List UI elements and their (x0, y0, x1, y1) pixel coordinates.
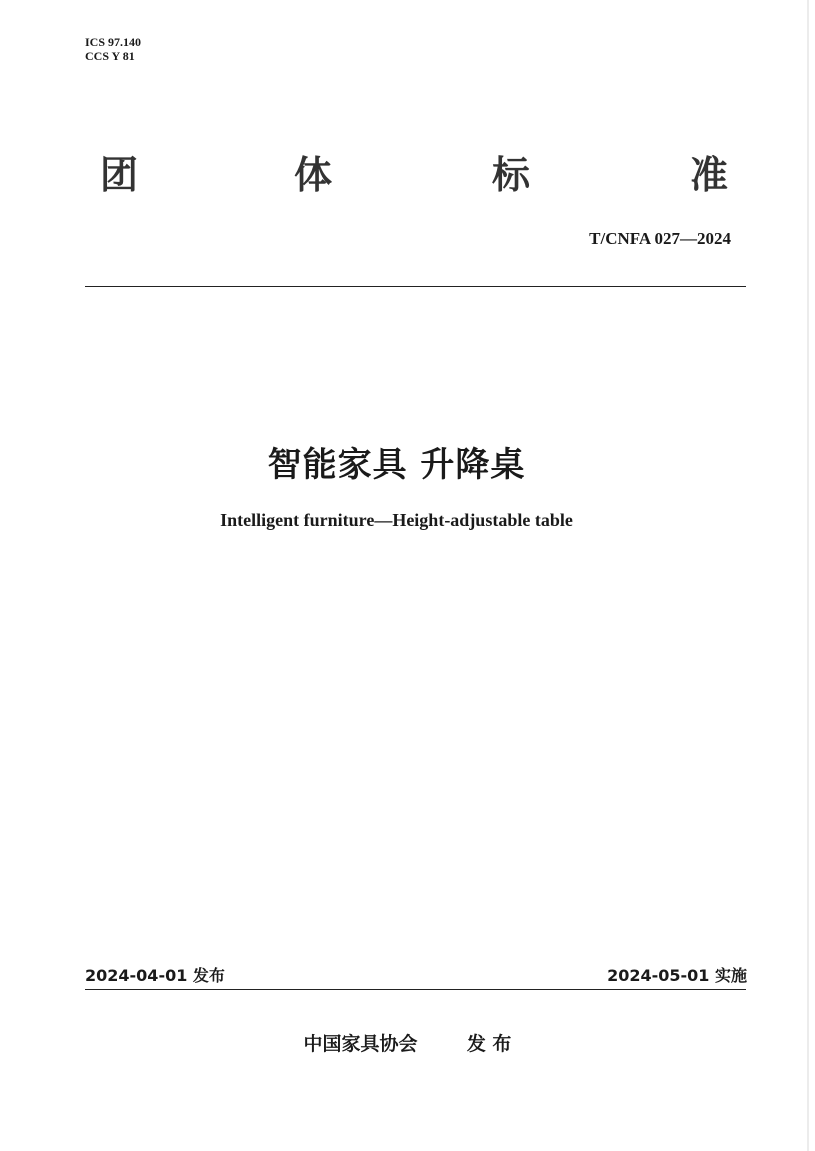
footer-rule (85, 989, 746, 990)
title-chinese: 智能家具 升降桌 (267, 445, 526, 485)
heading-char-1: 团 (100, 153, 139, 197)
title-english: Intelligent furniture—Height-adjustable table (220, 510, 573, 530)
ics-code: ICS 97.140 (85, 35, 142, 49)
publisher-line (0, 1029, 815, 1056)
document-type-heading (96, 150, 736, 200)
issue-date: 2024-04-01 发布 (85, 966, 225, 985)
ccs-code: CCS Y 81 (85, 49, 135, 63)
heading-char-2: 体 (294, 153, 333, 197)
heading-char-4: 准 (690, 153, 729, 197)
classification-codes (85, 35, 141, 63)
standard-number: T/CNFA 027—2024 (589, 229, 731, 248)
publish-label: 发 布 (466, 1033, 512, 1055)
implementation-date: 2024-05-01 实施 (607, 966, 747, 985)
heading-char-3: 标 (492, 153, 531, 197)
publisher-name: 中国家具协会 (303, 1033, 418, 1055)
header-rule (85, 286, 746, 287)
page-edge-shadow (807, 0, 809, 1151)
